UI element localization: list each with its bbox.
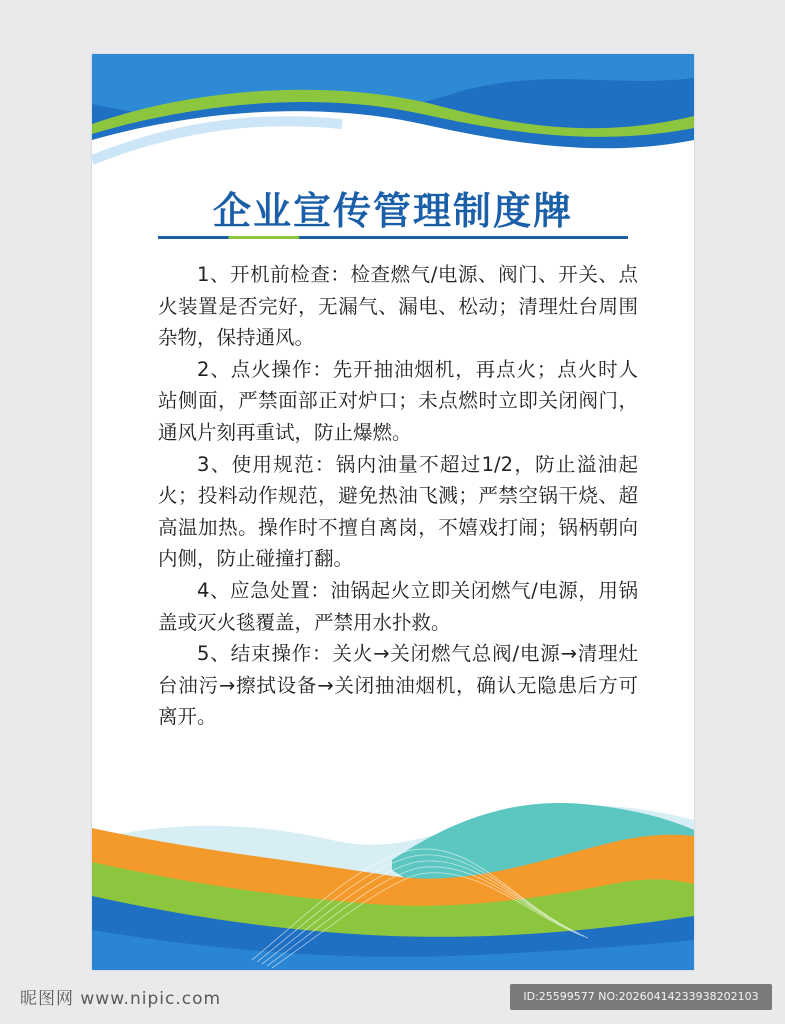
rule-item-1: 1、开机前检查：检查燃气/电源、阀门、开关、点火装置是否完好，无漏气、漏电、松动；清理灶台周围杂物，保持通风。 xyxy=(158,263,638,350)
rules-content xyxy=(158,259,638,733)
watermark-site: 昵图网 www.nipic.com xyxy=(20,989,222,1009)
rule-item-4: 4、应急处置：油锅起火立即关闭燃气/电源，用锅盖或灭火毯覆盖，严禁用水扑救。 xyxy=(158,578,638,634)
sign-board xyxy=(92,54,694,970)
rule-item-3: 3、使用规范：锅内油量不超过1/2，防止溢油起火；投料动作规范，避免热油飞溅；严禁空锅干烧、超高温加热。操作时不擅自离岗，不嬉戏打闹；锅柄朝向内侧，防止碰撞打翻。 xyxy=(158,452,638,571)
board-title: 企业宣传管理制度牌 xyxy=(212,189,573,233)
bottom-wave-decoration xyxy=(92,800,694,970)
rule-item-5: 5、结束操作：关火→关闭燃气总阀/电源→清理灶台油污→擦拭设备→关闭抽油烟机，确认无隐患后方可离开。 xyxy=(158,642,638,729)
title-underline xyxy=(158,236,628,239)
rule-item-2: 2、点火操作：先开抽油烟机，再点火；点火时人站侧面，严禁面部正对炉口；未点燃时立即关闭阀门，通风片刻再重试，防止爆燃。 xyxy=(158,357,638,444)
watermark-id: ID:25599577 NO:20260414233938202103 xyxy=(510,984,772,1010)
